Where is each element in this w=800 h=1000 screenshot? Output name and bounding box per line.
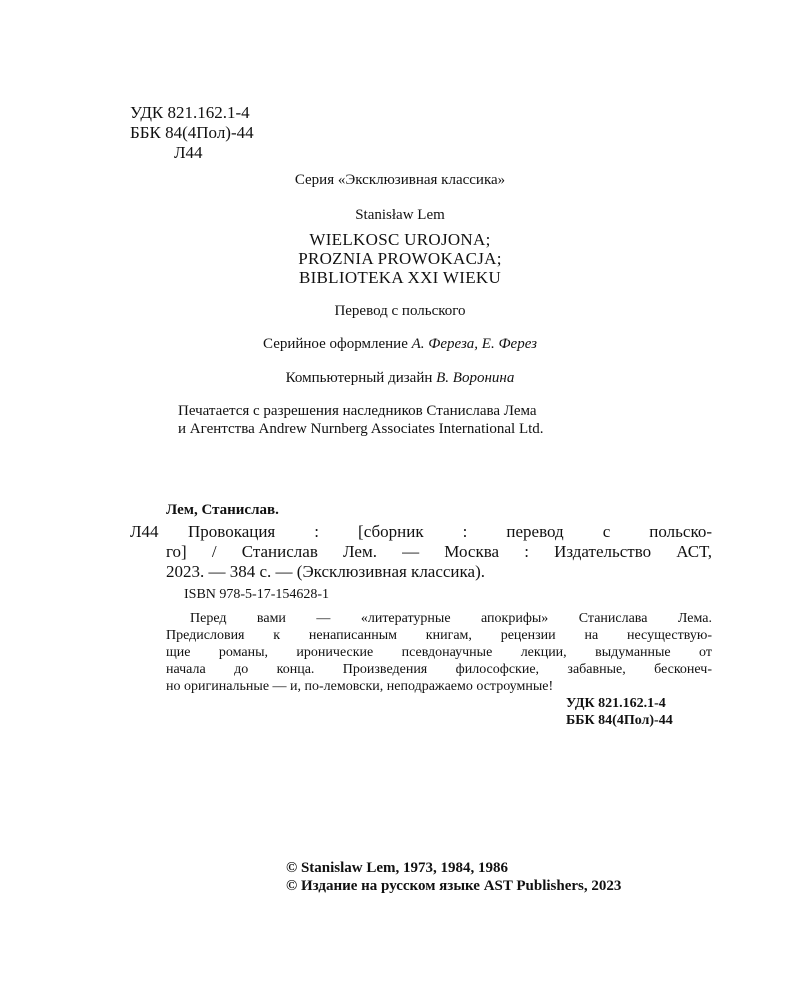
translation-note: Перевод с польского: [334, 303, 466, 319]
annotation: [166, 610, 712, 695]
catalog-bbk: ББК 84(4Пол)-44: [566, 713, 673, 728]
computer-design-name: В. Воронина: [436, 370, 515, 386]
serial-design-names: А. Фереза, Е. Ферез: [411, 336, 537, 352]
catalog-entry-line: 2023. — 384 с. — (Эксклюзивная классика).: [166, 562, 485, 581]
catalog-mark: Л44: [130, 522, 159, 541]
catalog-heading: Лем, Станислав.: [166, 502, 279, 518]
original-title-line: WIELKOSC UROJONA;: [309, 230, 491, 249]
permission-line: и Агентства Andrew Nurnberg Associates International Ltd.: [178, 421, 544, 437]
catalog-entry-line: Провокация : [сборник : перевод с польско-: [188, 522, 712, 541]
catalog-udk: УДК 821.162.1-4: [566, 696, 666, 711]
author-mark: Л44: [174, 143, 203, 162]
udk-code: УДК 821.162.1-4: [130, 103, 250, 122]
isbn: ISBN 978-5-17-154628-1: [184, 587, 330, 602]
copyright-author-line: © Stanislaw Lem, 1973, 1984, 1986: [286, 860, 509, 876]
catalog-entry: [188, 522, 712, 542]
annotation-line: Предисловия к ненаписанным книгам, рецензии на несуществую-: [166, 628, 712, 643]
bbk-code: ББК 84(4Пол)-44: [130, 123, 254, 142]
serial-design-label: Серийное оформление: [263, 336, 408, 352]
copyright-edition-line: © Издание на русском языке AST Publishers, 2023: [286, 878, 622, 894]
computer-design-label: Компьютерный дизайн: [285, 370, 433, 386]
original-title: [0, 230, 800, 287]
original-title-line: BIBLIOTEKA XXI WIEKU: [298, 268, 502, 287]
annotation-line: начала до конца. Произведения философские, забавные, бесконеч-: [166, 662, 712, 677]
catalog-entry-line: го] / Станислав Лем. — Москва : Издательство АСТ,: [166, 542, 712, 561]
computer-design-credit: [0, 369, 800, 387]
permission-line: Печатается с разрешения наследников Станислава Лема: [178, 403, 537, 419]
permission-note: [178, 402, 544, 438]
catalog-entry-rest: [166, 542, 712, 582]
annotation-line: щие романы, иронические псевдонаучные лекции, выдуманные от: [166, 645, 712, 660]
series-name: Серия «Эксклюзивная классика»: [294, 172, 506, 188]
annotation-line: Перед вами — «литературные апокрифы» Станислава Лема.: [190, 611, 712, 626]
original-title-line: PROZNIA PROWOKACJA;: [298, 249, 502, 268]
copyright: [286, 859, 621, 895]
original-author: Stanisław Lem: [355, 207, 445, 223]
serial-design-credit: [0, 335, 800, 353]
annotation-line: но оригинальные — и, по-лемовски, неподражаемо остроумные!: [166, 679, 554, 694]
